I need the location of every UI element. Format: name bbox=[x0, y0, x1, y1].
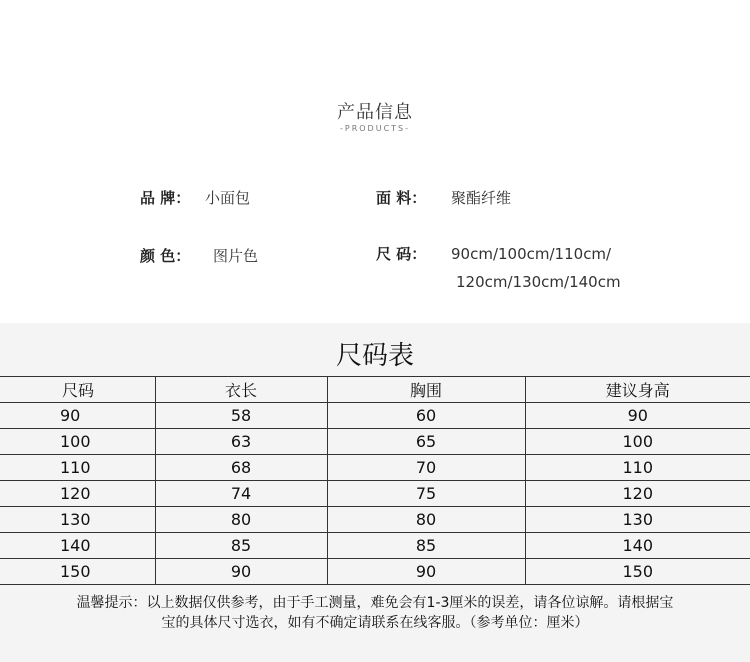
cell-chest: 70 bbox=[327, 455, 525, 481]
cell-height: 130 bbox=[525, 507, 750, 533]
table-row bbox=[0, 403, 750, 429]
brand-row bbox=[140, 187, 250, 208]
cell-size: 100 bbox=[0, 429, 155, 455]
table-row bbox=[0, 455, 750, 481]
cell-size: 110 bbox=[0, 455, 155, 481]
cell-length: 58 bbox=[155, 403, 327, 429]
column-header-size: 尺码 bbox=[0, 377, 155, 403]
column-header-length: 衣长 bbox=[155, 377, 327, 403]
column-header-height: 建议身高 bbox=[525, 377, 750, 403]
cell-chest: 75 bbox=[327, 481, 525, 507]
cell-length: 68 bbox=[155, 455, 327, 481]
cell-height: 110 bbox=[525, 455, 750, 481]
fabric-label: 面 料： bbox=[376, 189, 427, 207]
cell-size: 140 bbox=[0, 533, 155, 559]
size-row bbox=[376, 243, 611, 264]
product-info-subtitle: -PRODUCTS- bbox=[339, 124, 411, 133]
product-info-title: 产品信息 bbox=[337, 102, 413, 123]
size-label: 尺 码： bbox=[376, 245, 427, 263]
cell-height: 140 bbox=[525, 533, 750, 559]
cell-size: 90 bbox=[0, 403, 155, 429]
size-value-line2: 120cm/130cm/140cm bbox=[456, 273, 621, 291]
cell-size: 120 bbox=[0, 481, 155, 507]
sizing-tip-line1: 温馨提示：以上数据仅供参考，由于手工测量，难免会有1-3厘米的误差，请各位谅解。请根据宝 bbox=[76, 595, 674, 611]
cell-size: 130 bbox=[0, 507, 155, 533]
brand-label: 品 牌： bbox=[140, 189, 191, 207]
cell-height: 90 bbox=[525, 403, 750, 429]
brand-value: 小面包 bbox=[205, 189, 251, 207]
color-label: 颜 色： bbox=[140, 247, 191, 265]
sizing-tip-line2: 宝的具体尺寸选衣，如有不确定请联系在线客服。（参考单位：厘米） bbox=[161, 615, 589, 631]
column-header-chest: 胸围 bbox=[327, 377, 525, 403]
cell-chest: 80 bbox=[327, 507, 525, 533]
table-row bbox=[0, 429, 750, 455]
cell-height: 150 bbox=[525, 559, 750, 585]
cell-chest: 90 bbox=[327, 559, 525, 585]
sizing-tip bbox=[0, 593, 750, 633]
fabric-row bbox=[376, 187, 511, 208]
cell-length: 80 bbox=[155, 507, 327, 533]
table-row bbox=[0, 507, 750, 533]
cell-length: 90 bbox=[155, 559, 327, 585]
table-row bbox=[0, 533, 750, 559]
cell-length: 63 bbox=[155, 429, 327, 455]
color-value: 图片色 bbox=[213, 247, 259, 265]
size-chart-table bbox=[0, 376, 750, 585]
cell-size: 150 bbox=[0, 559, 155, 585]
cell-height: 120 bbox=[525, 481, 750, 507]
cell-height: 100 bbox=[525, 429, 750, 455]
table-row bbox=[0, 481, 750, 507]
cell-length: 74 bbox=[155, 481, 327, 507]
cell-chest: 65 bbox=[327, 429, 525, 455]
size-chart-header-row bbox=[0, 377, 750, 403]
color-row bbox=[140, 245, 258, 266]
size-row-continued bbox=[456, 273, 621, 291]
size-chart-title: 尺码表 bbox=[335, 341, 414, 371]
cell-chest: 85 bbox=[327, 533, 525, 559]
size-value-line1: 90cm/100cm/110cm/ bbox=[451, 245, 612, 263]
cell-chest: 60 bbox=[327, 403, 525, 429]
cell-length: 85 bbox=[155, 533, 327, 559]
fabric-value: 聚酯纤维 bbox=[451, 189, 512, 207]
table-row bbox=[0, 559, 750, 585]
